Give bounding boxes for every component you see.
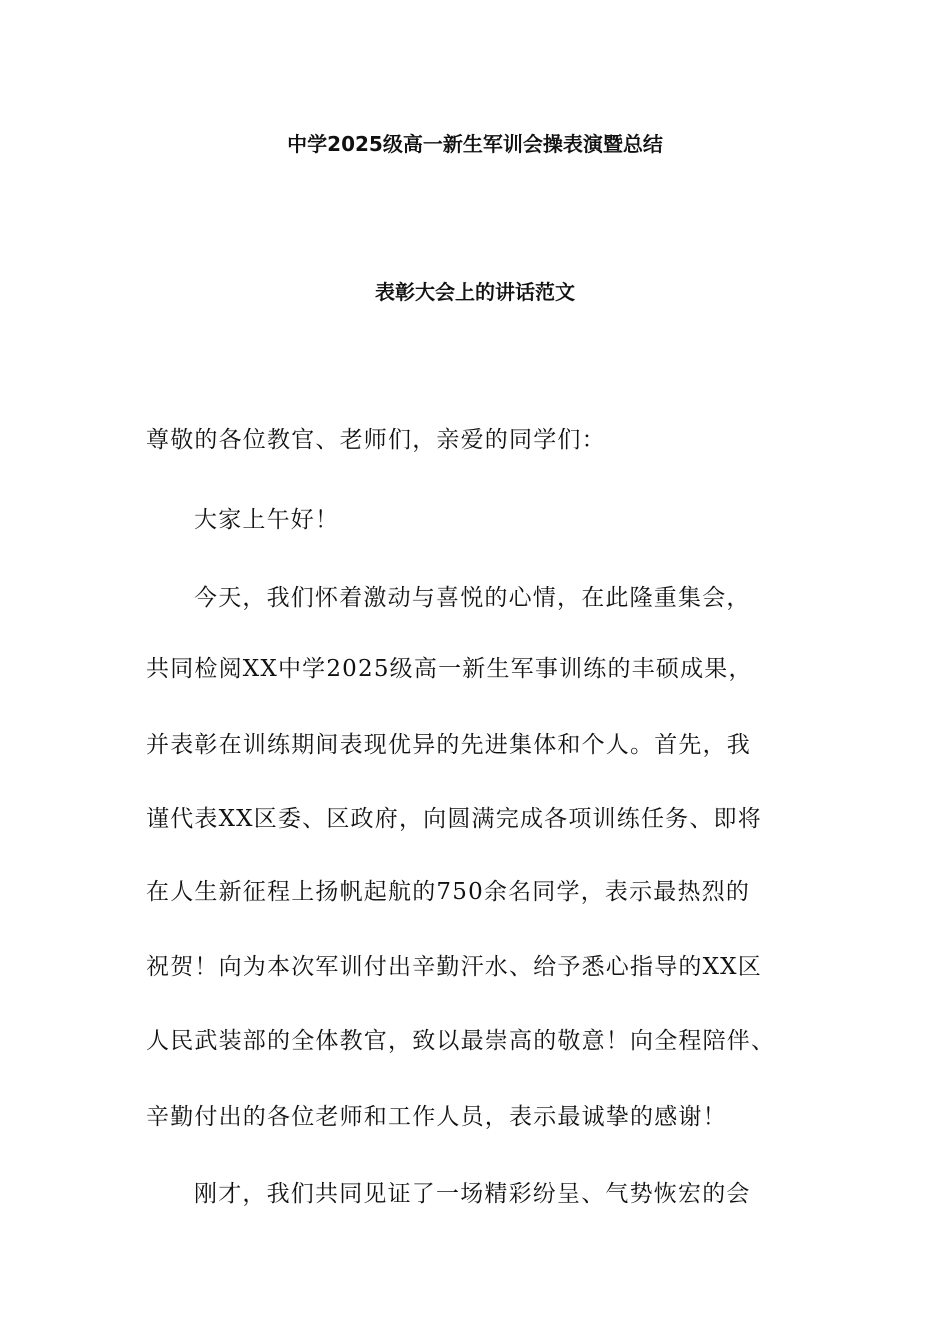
paragraph-line: 辛勤付出的各位老师和工作人员，表示最诚挚的感谢！ [146, 1104, 727, 1130]
paragraph-line: 刚才，我们共同见证了一场精彩纷呈、气势恢宏的会 [194, 1181, 751, 1207]
paragraph-line: 共同检阅XX中学2025级高一新生军事训练的丰硕成果， [146, 656, 753, 682]
document-title-line-2: 表彰大会上的讲话范文 [375, 280, 575, 304]
paragraph-line: 人民武装部的全体教官，致以最崇高的敬意！向全程陪伴、 [146, 1028, 776, 1054]
greeting-line: 大家上午好！ [194, 507, 340, 533]
paragraph-line: 并表彰在训练期间表现优异的先进集体和个人。首先，我 [146, 732, 751, 758]
paragraph-line: 今天，我们怀着激动与喜悦的心情，在此隆重集会， [194, 585, 751, 611]
document-title-line-1: 中学2025级高一新生军训会操表演暨总结 [287, 132, 663, 156]
paragraph-line: 祝贺！向为本次军训付出辛勤汗水、给予悉心指导的XX区 [146, 954, 762, 980]
paragraph-line: 谨代表XX区委、区政府，向圆满完成各项训练任务、即将 [146, 806, 762, 832]
paragraph-line: 在人生新征程上扬帆起航的750余名同学，表示最热烈的 [146, 879, 751, 905]
salutation-line: 尊敬的各位教官、老师们，亲爱的同学们： [146, 427, 606, 453]
